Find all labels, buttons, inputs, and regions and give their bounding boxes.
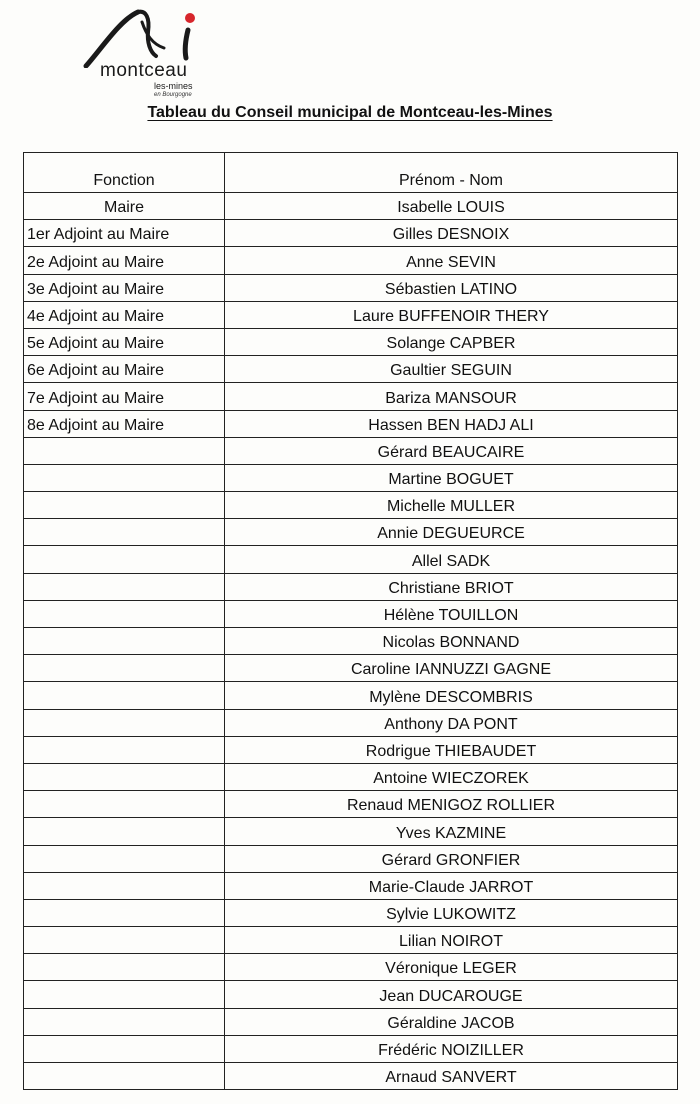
cell-fonction <box>24 1063 225 1090</box>
table-row <box>24 274 678 301</box>
logo-region: en Bourgogne <box>154 92 192 98</box>
cell-fonction <box>24 682 225 709</box>
table-row <box>24 628 678 655</box>
cell-nom: Marie-Claude JARROT <box>225 872 678 899</box>
logo-subtitle: les-mines <box>154 81 193 91</box>
cell-fonction <box>24 981 225 1008</box>
cell-fonction: 3e Adjoint au Maire <box>24 274 225 301</box>
cell-nom: Gaultier SEGUIN <box>225 356 678 383</box>
cell-fonction <box>24 464 225 491</box>
cell-fonction <box>24 1008 225 1035</box>
cell-fonction <box>24 954 225 981</box>
cell-nom: Annie DEGUEURCE <box>225 519 678 546</box>
table-row <box>24 247 678 274</box>
cell-fonction <box>24 546 225 573</box>
table-body <box>24 193 678 1090</box>
table-row <box>24 220 678 247</box>
cell-nom: Véronique LEGER <box>225 954 678 981</box>
cell-nom: Frédéric NOIZILLER <box>225 1035 678 1062</box>
cell-fonction <box>24 791 225 818</box>
table-row <box>24 899 678 926</box>
header-nom: Prénom - Nom <box>225 153 678 193</box>
table-row <box>24 736 678 763</box>
cell-fonction <box>24 845 225 872</box>
cell-nom: Anthony DA PONT <box>225 709 678 736</box>
table-row <box>24 954 678 981</box>
cell-nom: Gérard BEAUCAIRE <box>225 437 678 464</box>
table-row <box>24 872 678 899</box>
cell-fonction <box>24 628 225 655</box>
table-row <box>24 573 678 600</box>
cell-nom: Martine BOGUET <box>225 464 678 491</box>
council-table <box>23 152 678 1090</box>
table-row <box>24 600 678 627</box>
cell-nom: Sébastien LATINO <box>225 274 678 301</box>
table-row <box>24 682 678 709</box>
cell-nom: Gilles DESNOIX <box>225 220 678 247</box>
cell-fonction <box>24 600 225 627</box>
cell-fonction <box>24 573 225 600</box>
cell-fonction: 8e Adjoint au Maire <box>24 410 225 437</box>
cell-fonction <box>24 927 225 954</box>
cell-nom: Rodrigue THIEBAUDET <box>225 736 678 763</box>
table-row <box>24 464 678 491</box>
table-row <box>24 193 678 220</box>
cell-nom: Nicolas BONNAND <box>225 628 678 655</box>
table-row <box>24 492 678 519</box>
cell-fonction <box>24 872 225 899</box>
cell-nom: Gérard GRONFIER <box>225 845 678 872</box>
cell-nom: Sylvie LUKOWITZ <box>225 899 678 926</box>
cell-nom: Isabelle LOUIS <box>225 193 678 220</box>
cell-fonction: 5e Adjoint au Maire <box>24 328 225 355</box>
table-row <box>24 328 678 355</box>
table-row <box>24 383 678 410</box>
cell-nom: Christiane BRIOT <box>225 573 678 600</box>
table-row <box>24 709 678 736</box>
cell-nom: Renaud MENIGOZ ROLLIER <box>225 791 678 818</box>
cell-fonction <box>24 818 225 845</box>
cell-fonction: 2e Adjoint au Maire <box>24 247 225 274</box>
cell-nom: Laure BUFFENOIR THERY <box>225 301 678 328</box>
cell-nom: Allel SADK <box>225 546 678 573</box>
table-row <box>24 763 678 790</box>
table-row <box>24 981 678 1008</box>
cell-fonction <box>24 519 225 546</box>
header-fonction: Fonction <box>24 153 225 193</box>
cell-nom: Géraldine JACOB <box>225 1008 678 1035</box>
table-row <box>24 845 678 872</box>
cell-fonction <box>24 899 225 926</box>
cell-nom: Michelle MULLER <box>225 492 678 519</box>
cell-fonction: 4e Adjoint au Maire <box>24 301 225 328</box>
cell-fonction: Maire <box>24 193 225 220</box>
cell-fonction <box>24 655 225 682</box>
table-row <box>24 356 678 383</box>
cell-nom: Mylène DESCOMBRIS <box>225 682 678 709</box>
table-row <box>24 1063 678 1090</box>
montceau-logo <box>80 8 220 100</box>
table-row <box>24 546 678 573</box>
table-row <box>24 301 678 328</box>
table-row <box>24 410 678 437</box>
cell-fonction <box>24 736 225 763</box>
cell-nom: Jean DUCAROUGE <box>225 981 678 1008</box>
cell-fonction <box>24 709 225 736</box>
table-row <box>24 818 678 845</box>
cell-fonction <box>24 492 225 519</box>
table-row <box>24 655 678 682</box>
cell-nom: Bariza MANSOUR <box>225 383 678 410</box>
cell-fonction <box>24 1035 225 1062</box>
cell-fonction: 1er Adjoint au Maire <box>24 220 225 247</box>
table-row <box>24 791 678 818</box>
cell-nom: Caroline IANNUZZI GAGNE <box>225 655 678 682</box>
cell-fonction: 6e Adjoint au Maire <box>24 356 225 383</box>
logo-mark-icon <box>80 8 220 68</box>
cell-nom: Anne SEVIN <box>225 247 678 274</box>
table-row <box>24 437 678 464</box>
cell-nom: Antoine WIECZOREK <box>225 763 678 790</box>
table-row <box>24 1008 678 1035</box>
cell-nom: Yves KAZMINE <box>225 818 678 845</box>
cell-nom: Solange CAPBER <box>225 328 678 355</box>
page-title: Tableau du Conseil municipal de Montceau-les-Mines <box>147 104 553 121</box>
table-row <box>24 927 678 954</box>
cell-nom: Lilian NOIROT <box>225 927 678 954</box>
logo-name: montceau <box>100 60 188 81</box>
table-header-row <box>24 153 678 193</box>
cell-fonction <box>24 437 225 464</box>
table-row <box>24 519 678 546</box>
cell-nom: Hassen BEN HADJ ALI <box>225 410 678 437</box>
cell-fonction <box>24 763 225 790</box>
cell-nom: Arnaud SANVERT <box>225 1063 678 1090</box>
table-row <box>24 1035 678 1062</box>
cell-fonction: 7e Adjoint au Maire <box>24 383 225 410</box>
cell-nom: Hélène TOUILLON <box>225 600 678 627</box>
